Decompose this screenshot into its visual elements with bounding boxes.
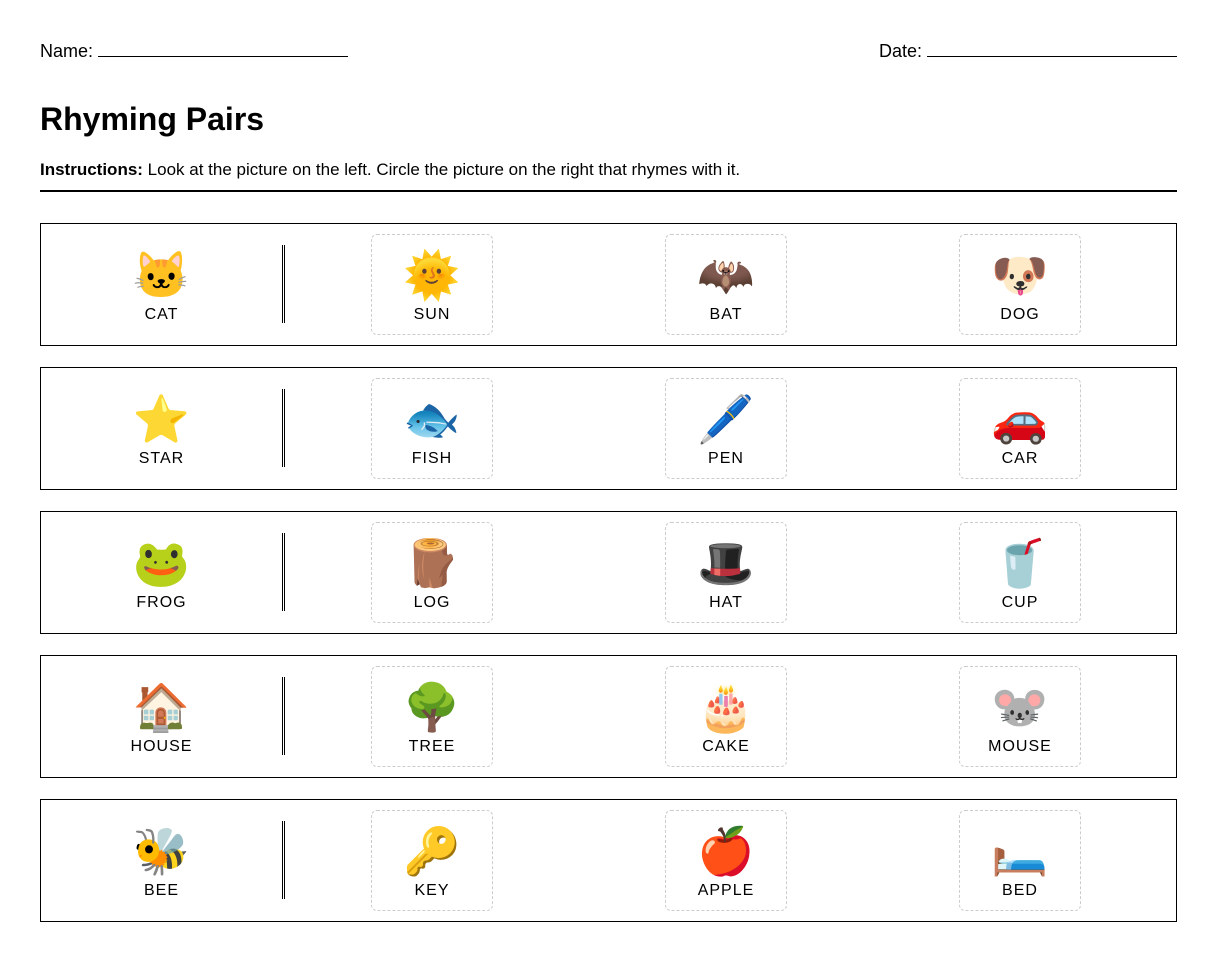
sun-icon: 🌞 xyxy=(403,248,461,301)
name-field[interactable] xyxy=(40,40,348,62)
prompt-label: CAT xyxy=(144,305,179,323)
choice-bed[interactable] xyxy=(959,810,1081,911)
prompt-label: BEE xyxy=(143,881,179,899)
bed-icon: 🛏️ xyxy=(991,824,1049,877)
instructions-label: Instructions: xyxy=(40,160,143,179)
choice-car[interactable] xyxy=(959,378,1081,479)
choice-key[interactable] xyxy=(371,810,493,911)
key-icon: 🔑 xyxy=(403,824,461,877)
pen-icon: 🖊️ xyxy=(697,392,755,445)
rhyme-row xyxy=(40,367,1177,490)
prompt-picture xyxy=(41,368,282,489)
log-icon: 🪵 xyxy=(403,536,461,589)
rhyme-rows xyxy=(40,223,1177,943)
choice-group xyxy=(285,224,1167,345)
choice-apple[interactable] xyxy=(665,810,787,911)
prompt-picture xyxy=(41,512,282,633)
choice-label: BED xyxy=(1002,881,1038,899)
choice-mouse[interactable] xyxy=(959,666,1081,767)
date-label: Date: xyxy=(878,41,922,61)
prompt-picture xyxy=(41,800,282,921)
choice-label: MOUSE xyxy=(988,737,1052,755)
frog-icon: 🐸 xyxy=(132,536,191,589)
house-icon: 🏠 xyxy=(132,680,191,733)
choice-label: LOG xyxy=(413,593,451,611)
instructions xyxy=(40,160,740,180)
header xyxy=(40,40,1177,60)
choice-cup[interactable] xyxy=(959,522,1081,623)
cup-icon: 🥤 xyxy=(991,536,1049,589)
choice-pen[interactable] xyxy=(665,378,787,479)
choice-bat[interactable] xyxy=(665,234,787,335)
prompt-label: HOUSE xyxy=(130,737,193,755)
choice-tree[interactable] xyxy=(371,666,493,767)
dog-icon: 🐶 xyxy=(991,248,1049,301)
choice-label: CAR xyxy=(1001,449,1039,467)
prompt-label: FROG xyxy=(136,593,187,611)
date-line[interactable] xyxy=(927,40,1177,57)
choice-fish[interactable] xyxy=(371,378,493,479)
choice-label: HAT xyxy=(709,593,743,611)
choice-label: CAKE xyxy=(702,737,750,755)
bat-icon: 🦇 xyxy=(697,248,755,301)
cat-icon: 🐱 xyxy=(132,248,191,301)
rhyme-row xyxy=(40,223,1177,346)
cake-icon: 🎂 xyxy=(697,680,755,733)
choice-group xyxy=(285,800,1167,921)
choice-group xyxy=(285,512,1167,633)
choice-dog[interactable] xyxy=(959,234,1081,335)
choice-label: DOG xyxy=(1000,305,1040,323)
choice-hat[interactable] xyxy=(665,522,787,623)
choice-label: PEN xyxy=(708,449,744,467)
prompt-picture xyxy=(41,224,282,345)
choice-group xyxy=(285,656,1167,777)
prompt-label: STAR xyxy=(138,449,185,467)
choice-sun[interactable] xyxy=(371,234,493,335)
choice-log[interactable] xyxy=(371,522,493,623)
car-icon: 🚗 xyxy=(991,392,1049,445)
mouse-icon: 🐭 xyxy=(991,680,1049,733)
apple-icon: 🍎 xyxy=(697,824,755,877)
bee-icon: 🐝 xyxy=(132,824,191,877)
worksheet xyxy=(40,0,1177,978)
date-field[interactable] xyxy=(879,40,1177,62)
choice-label: BAT xyxy=(709,305,743,323)
star-icon: ⭐ xyxy=(132,392,191,445)
name-label: Name: xyxy=(40,41,94,61)
choice-label: SUN xyxy=(413,305,451,323)
divider-rule xyxy=(40,190,1177,192)
rhyme-row xyxy=(40,799,1177,922)
page-title: Rhyming Pairs xyxy=(40,101,265,137)
choice-label: KEY xyxy=(414,881,450,899)
hat-icon: 🎩 xyxy=(697,536,755,589)
prompt-picture xyxy=(41,656,282,777)
choice-label: TREE xyxy=(408,737,456,755)
choice-label: CUP xyxy=(1001,593,1039,611)
choice-label: FISH xyxy=(411,449,453,467)
tree-icon: 🌳 xyxy=(403,680,461,733)
fish-icon: 🐟 xyxy=(403,392,461,445)
name-line[interactable] xyxy=(98,40,348,57)
instructions-text: Look at the picture on the left. Circle the picture on the right that rhymes with it. xyxy=(142,160,741,179)
rhyme-row xyxy=(40,511,1177,634)
choice-group xyxy=(285,368,1167,489)
choice-label: APPLE xyxy=(697,881,755,899)
rhyme-row xyxy=(40,655,1177,778)
choice-cake[interactable] xyxy=(665,666,787,767)
